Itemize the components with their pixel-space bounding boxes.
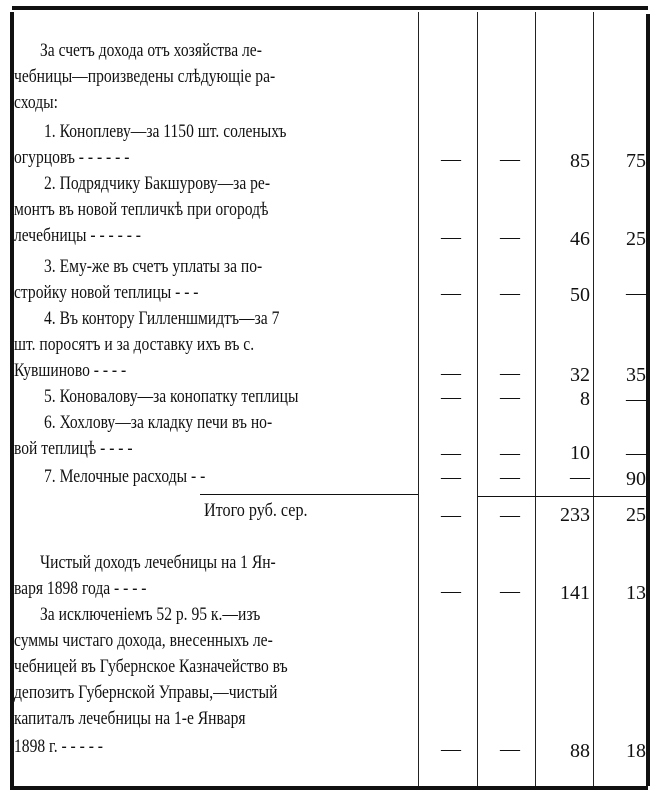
item-3-col1: — — [441, 282, 461, 304]
item-4-line: 4. Въ контору Гилленшмидтъ—за 7 — [44, 308, 280, 329]
capital-line: За исключеніемъ 52 р. 95 к.—изъ — [40, 604, 261, 625]
capital-col2: — — [500, 738, 520, 760]
item-5-line: 5. Коновалову—за конопатку теплицы — [44, 386, 299, 407]
item-6-line: 6. Хохлову—за кладку печи въ но- — [44, 412, 273, 433]
item-1-col1: — — [441, 148, 461, 170]
right-border — [646, 14, 650, 786]
column-divider-3 — [535, 12, 536, 786]
sum-rule-amounts — [478, 496, 646, 497]
item-5-col1: — — [441, 386, 461, 408]
item-3-line: стройку новой теплицы - - - — [14, 282, 199, 303]
capital-rub: 88 — [570, 740, 590, 762]
net-income-col1: — — [441, 580, 461, 602]
top-rule — [12, 6, 648, 10]
item-4-col2: — — [500, 362, 520, 384]
intro-line: За счетъ дохода отъ хозяйства ле- — [40, 40, 262, 61]
sum-rule — [200, 494, 418, 495]
item-4-line: шт. поросятъ и за доставку ихъ въ с. — [14, 334, 255, 355]
total-rub: 233 — [560, 504, 590, 526]
intro-line: чебницы—произведены слѣдующіе ра- — [14, 66, 276, 87]
net-income-kop: 13 — [626, 582, 646, 604]
capital-line: депозитъ Губернской Управы,—чистый — [14, 682, 278, 703]
item-2-col2: — — [500, 226, 520, 248]
item-7-col2: — — [500, 466, 520, 488]
item-6-line: вой теплицѣ - - - - — [14, 438, 133, 459]
item-1-line: огурцовъ - - - - - - — [14, 147, 130, 168]
capital-line: чебницей въ Губернское Казначейство въ — [14, 656, 288, 677]
bottom-rule — [10, 786, 648, 790]
item-5-rub: 8 — [580, 388, 590, 410]
column-divider-1 — [418, 12, 419, 786]
item-1-kop: 75 — [626, 150, 646, 172]
item-2-line: лечебницы - - - - - - — [14, 225, 141, 246]
net-income-col2: — — [500, 580, 520, 602]
item-3-line: 3. Ему-же въ счетъ уплаты за по- — [44, 256, 263, 277]
item-5-col2: — — [500, 386, 520, 408]
capital-col1: — — [441, 738, 461, 760]
total-kop: 25 — [626, 504, 646, 526]
item-7-rub: — — [570, 466, 590, 488]
item-1-col2: — — [500, 148, 520, 170]
item-7-kop: 90 — [626, 468, 646, 490]
column-divider-2 — [477, 12, 478, 786]
item-1-line: 1. Коноплеву—за 1150 шт. соленыхъ — [44, 121, 287, 142]
item-2-line: 2. Подрядчику Бакшурову—за ре- — [44, 173, 271, 194]
capital-line: 1898 г. - - - - - — [14, 736, 104, 757]
item-6-col2: — — [500, 442, 520, 464]
net-income-line: варя 1898 года - - - - — [14, 578, 147, 599]
item-2-line: монтъ въ новой тепличкѣ при огородѣ — [14, 199, 269, 220]
capital-kop: 18 — [626, 740, 646, 762]
total-col1: — — [441, 504, 461, 526]
net-income-rub: 141 — [560, 582, 590, 604]
total-label: Итого руб. сер. — [204, 500, 308, 521]
item-2-kop: 25 — [626, 228, 646, 250]
item-1-rub: 85 — [570, 150, 590, 172]
item-3-rub: 50 — [570, 284, 590, 306]
item-4-col1: — — [441, 362, 461, 384]
item-7-line: 7. Мелочные расходы - - — [44, 466, 206, 487]
item-5-kop: — — [626, 388, 646, 410]
column-divider-4 — [593, 12, 594, 786]
item-3-kop: — — [626, 282, 646, 304]
item-4-rub: 32 — [570, 364, 590, 386]
item-2-rub: 46 — [570, 228, 590, 250]
item-3-col2: — — [500, 282, 520, 304]
item-4-line: Кувшиново - - - - — [14, 360, 127, 381]
item-4-kop: 35 — [626, 364, 646, 386]
capital-line: капиталъ лечебницы на 1-е Января — [14, 708, 246, 729]
capital-line: суммы чистаго дохода, внесенныхъ ле- — [14, 630, 273, 651]
item-6-kop: — — [626, 442, 646, 464]
item-7-col1: — — [441, 466, 461, 488]
item-6-rub: 10 — [570, 442, 590, 464]
intro-line: сходы: — [14, 92, 58, 113]
item-2-col1: — — [441, 226, 461, 248]
net-income-line: Чистый доходъ лечебницы на 1 Ян- — [40, 552, 276, 573]
item-6-col1: — — [441, 442, 461, 464]
total-col2: — — [500, 504, 520, 526]
